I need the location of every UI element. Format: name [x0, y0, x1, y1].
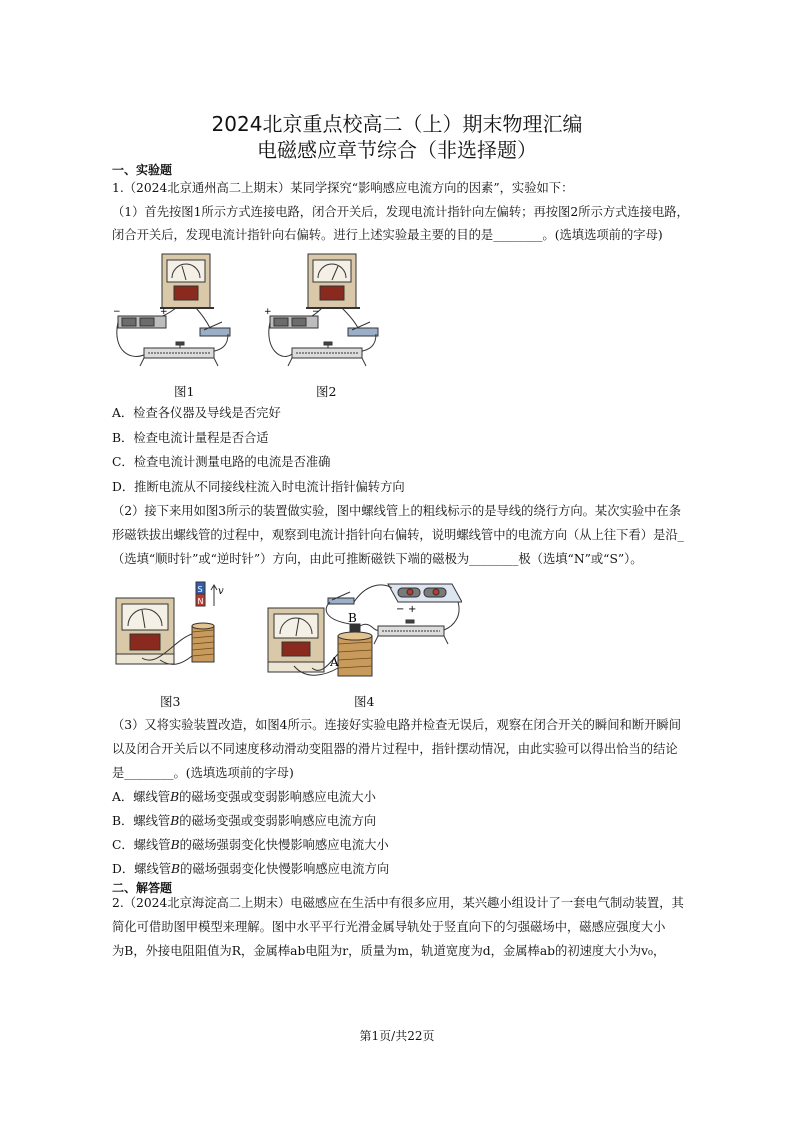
figure-4-apparatus [266, 580, 462, 680]
battery-plus-label: + [408, 604, 417, 615]
question-2-text: 2.（2024北京海淀高二上期末）电磁感应在生活中有很多应用，某兴趣小组设计了一套电气制动装置，其 [112, 896, 684, 910]
magnet-n-label: N [197, 597, 204, 606]
figure-3-apparatus [112, 580, 232, 672]
question-1-part2-text: （选填“顺时针”或“逆时针”）方向，由此可推断磁铁下端的磁极为________极（选填“N”或“S”）。 [112, 552, 643, 566]
question-1-part2-text: 形磁铁拔出螺线管的过程中，观察到电流计指针向右偏转，说明螺线管中的电流方向（从上往下看）是沿_ [112, 528, 684, 542]
option-d: D．螺线管B的磁场强弱变化快慢影响感应电流方向 [112, 862, 390, 876]
question-1-part1-text: （1）首先按图1所示方式连接电路，闭合开关后，发现电流计指针向左偏转；再按图2所示方式连接电路， [112, 205, 689, 219]
figure-2-circuit [262, 250, 392, 380]
figure-1-caption: 图1 [174, 384, 195, 399]
question-1-part2-text: （2）接下来用如图3所示的装置做实验，图中螺线管上的粗线标示的是导线的绕行方向。某次实验中在条 [112, 504, 682, 518]
page-number: 第1页/共22页 [359, 1029, 435, 1043]
option-d: D．推断电流从不同接线柱流入时电流计指针偏转方向 [112, 480, 405, 494]
question-1-intro: 1.（2024北京通州高二上期末）某同学探究“影响感应电流方向的因素”，实验如下： [112, 181, 574, 195]
coil-a-label: A [330, 655, 339, 669]
section-heading-experiment: 一、实验题 [112, 163, 173, 177]
svg-text:−: − [113, 307, 121, 317]
coil-b-label: B [348, 611, 357, 625]
option-c: C．螺线管B的磁场强弱变化快慢影响感应电流大小 [112, 838, 389, 852]
question-1-part3-text: 是________。(选填选项前的字母) [112, 766, 294, 780]
svg-text:+: + [160, 307, 168, 317]
figure-1-circuit [110, 250, 240, 380]
section-heading-solution: 二、解答题 [112, 881, 173, 895]
magnet-s-label: S [197, 585, 203, 594]
question-1-part3-text: （3）又将实验装置改造，如图4所示。连接好实验电路并检查无误后，观察在闭合开关的瞬间和断开瞬间 [112, 718, 682, 732]
option-a: A．检查各仪器及导线是否完好 [112, 406, 281, 420]
question-2-text: 简化可借助图甲模型来理解。图中水平平行光滑金属导轨处于竖直向下的匀强磁场中，磁感应强度大小 [112, 920, 666, 934]
figure-4-caption: 图4 [354, 694, 375, 709]
figure-3-caption: 图3 [160, 694, 181, 709]
document-subtitle: 电磁感应章节综合（非选择题） [257, 138, 537, 162]
svg-text:−: − [312, 307, 320, 317]
option-b: B．检查电流计量程是否合适 [112, 431, 269, 445]
question-1-part3-text: 以及闭合开关后以不同速度移动滑动变阻器的滑片过程中，指针摆动情况，由此实验可以得出恰当的结论 [112, 742, 678, 756]
question-1-part1-text: 闭合开关后，发现电流计指针向右偏转。进行上述实验最主要的目的是________。(选填选项前的字母) [112, 228, 663, 242]
option-c: C．检查电流计测量电路的电流是否准确 [112, 455, 331, 469]
option-a: A．螺线管B的磁场变强或变弱影响感应电流大小 [112, 790, 376, 804]
velocity-label: v [218, 586, 224, 597]
svg-text:+: + [264, 307, 272, 317]
document-title: 2024北京重点校高二（上）期末物理汇编 [211, 112, 583, 136]
option-b: B．螺线管B的磁场变强或变弱影响感应电流方向 [112, 814, 377, 828]
question-2-text: 为B，外接电阻阻值为R，金属棒ab电阻为r，质量为m，轨道宽度为d，金属棒ab的初速度大小为v₀， [112, 944, 666, 958]
battery-minus-label: − [396, 604, 405, 615]
figure-2-caption: 图2 [316, 384, 337, 399]
